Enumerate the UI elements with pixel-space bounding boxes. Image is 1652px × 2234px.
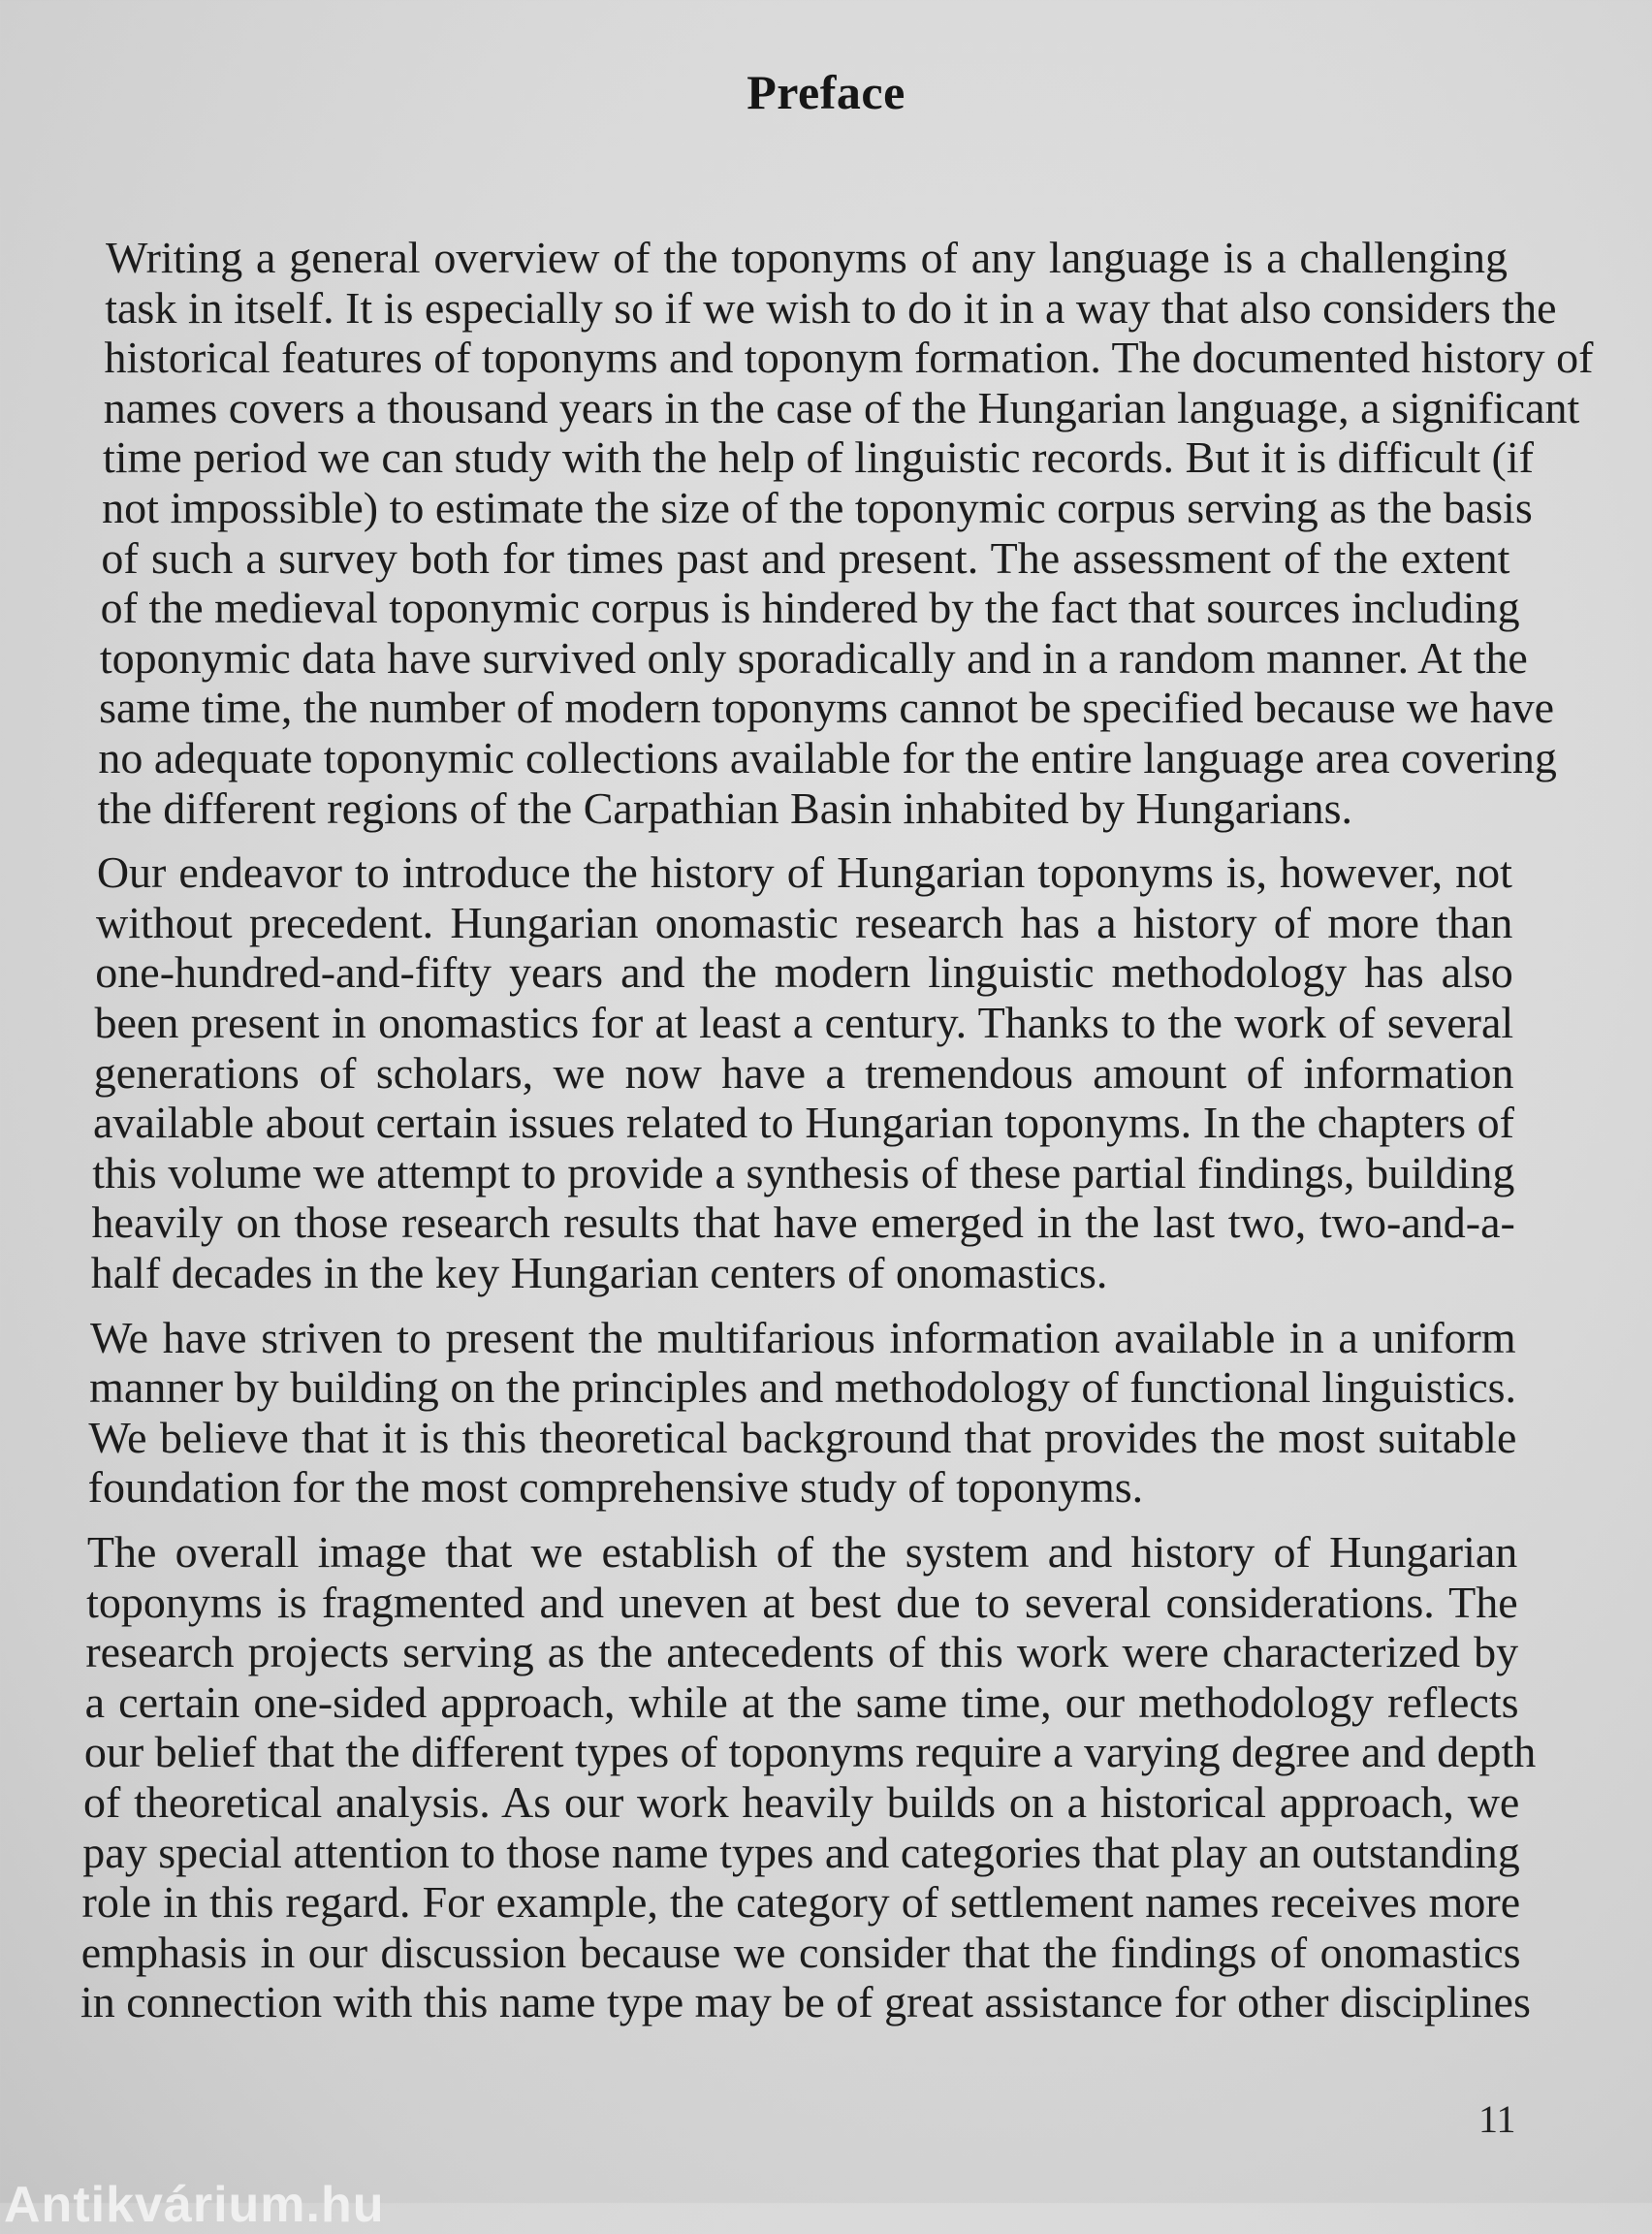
text-line: time period we can study with the help of linguistic records. But it is difficult (if xyxy=(102,432,1534,483)
text-line: generations of scholars, we now have a tremendous amount of information xyxy=(93,1047,1514,1098)
page-number: 11 xyxy=(1478,2097,1516,2141)
text-line: one-hundred-and-fifty years and the modern linguistic methodology has also xyxy=(95,947,1513,998)
text-line: toponymic data have survived only sporadically and in a random manner. At the xyxy=(99,632,1528,683)
text-line: historical features of toponyms and toponym formation. The documented history of xyxy=(104,333,1594,383)
text-line: We have striven to present the multifarious information available in a uniform xyxy=(89,1312,1516,1362)
text-line: same time, the number of modern toponyms cannot be specified because we have xyxy=(99,683,1554,733)
text-line: emphasis in our discussion because we consider that the findings of onomastics xyxy=(80,1927,1521,1977)
text-line: our belief that the different types of toponyms require a varying degree and depth xyxy=(83,1727,1537,1777)
text-line: of such a survey both for times past and present. The assessment of the extent xyxy=(101,532,1510,583)
text-line: available about certain issues related to Hungarian toponyms. In the chapters of xyxy=(93,1098,1514,1148)
text-line: a certain one-sided approach, while at the same time, our methodology reflects xyxy=(84,1676,1519,1727)
text-line: research projects serving as the antecedents of this work were characterized by xyxy=(85,1627,1519,1677)
text-line: this volume we attempt to provide a synthesis of these partial findings, building xyxy=(92,1147,1515,1197)
text-line: foundation for the most comprehensive study of toponyms. xyxy=(87,1462,1144,1513)
text-line: the different regions of the Carpathian Basin inhabited by Hungarians. xyxy=(97,782,1353,833)
text-line: been present in onomastics for at least a century. Thanks to the work of several xyxy=(94,998,1514,1047)
text-line: Writing a general overview of the toponyms of any language is a challenging xyxy=(106,233,1508,282)
text-line: role in this regard. For example, the category of settlement names receives more xyxy=(81,1877,1521,1928)
text-line: not impossible) to estimate the size of the toponymic corpus serving as the basis xyxy=(102,483,1533,532)
watermark: Antikvárium.hu xyxy=(4,2177,385,2233)
text-line: of the medieval toponymic corpus is hindered by the fact that sources including xyxy=(100,583,1520,633)
text-line: half decades in the key Hungarian centers of onomastics. xyxy=(90,1248,1108,1297)
text-line: task in itself. It is especially so if we wish to do it in a way that also considers the xyxy=(105,282,1557,333)
page-title: Preface xyxy=(747,65,905,119)
text-line: pay special attention to those name types and categories that play an outstanding xyxy=(82,1827,1520,1877)
text-line: heavily on those research results that have emerged in the last two, two-and-a- xyxy=(91,1197,1515,1248)
text-line: names covers a thousand years in the case of the Hungarian language, a significant xyxy=(103,382,1580,432)
text-line: Our endeavor to introduce the history of Hungarian toponyms is, however, not xyxy=(96,847,1512,898)
text-line: no adequate toponymic collections available for the entire language area covering xyxy=(98,733,1557,782)
text-line: in connection with this name type may be of great assistance for other disciplines xyxy=(80,1977,1531,2027)
text-line: The overall image that we establish of the system and history of Hungarian xyxy=(86,1527,1518,1577)
text-line: of theoretical analysis. As our work heavily builds on a historical approach, we xyxy=(83,1777,1520,1827)
text-line: without precedent. Hungarian onomastic research has a history of more than xyxy=(96,897,1513,947)
text-line: toponyms is fragmented and uneven at best due to several considerations. The xyxy=(86,1577,1518,1627)
text-line: manner by building on the principles and methodology of functional linguistics. xyxy=(89,1362,1517,1413)
text-line: We believe that it is this theoretical background that provides the most suitable xyxy=(88,1412,1517,1462)
